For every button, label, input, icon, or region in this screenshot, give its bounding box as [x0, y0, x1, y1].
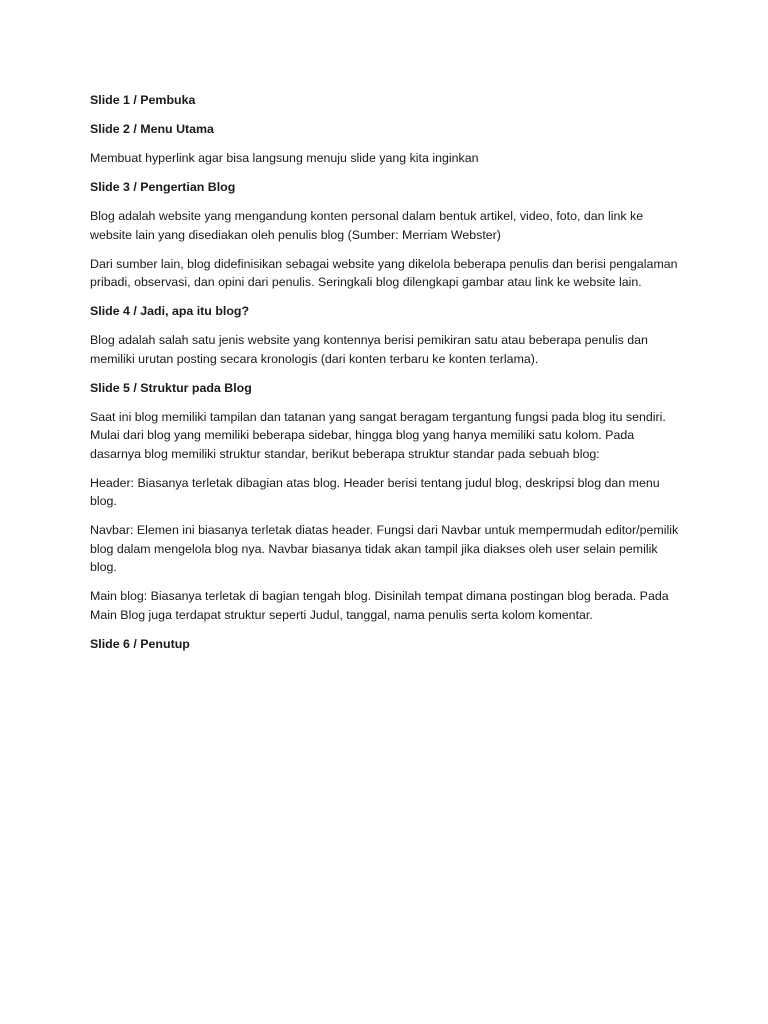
slide-5-paragraph-intro: Saat ini blog memiliki tampilan dan tatanan yang sangat beragam tergantung fungsi pada blog itu sendiri. Mulai dari blog yang memiliki beberapa sidebar, hingga blog yang hanya memiliki satu kolom. Pada dasarnya blog memiliki struktur standar, berikut beberapa struktur standar pada sebuah blog:: [90, 409, 666, 461]
slide-1-heading: Slide 1 / Pembuka: [90, 93, 196, 107]
document-body: [90, 91, 680, 664]
slide-6-heading: Slide 6 / Penutup: [90, 636, 190, 651]
slide-4-paragraph: Blog adalah salah satu jenis website yang kontennya berisi pemikiran satu atau beberapa penulis dan memiliki urutan posting secara kronologis (dari konten terbaru ke konten terlama).: [90, 333, 648, 366]
slide-3-paragraph-2: Dari sumber lain, blog didefinisikan sebagai website yang dikelola beberapa penulis dan berisi pengalaman pribadi, observasi, dan opini dari penulis. Seringkali blog dilengkapi gambar atau link ke website lain.: [90, 256, 678, 289]
slide-2-paragraph: Membuat hyperlink agar bisa langsung menuju slide yang kita inginkan: [90, 151, 479, 165]
slide-2-heading: Slide 2 / Menu Utama: [90, 122, 214, 136]
slide-5-paragraph-navbar: Navbar: Elemen ini biasanya terletak diatas header. Fungsi dari Navbar untuk mempermudah editor/pemilik blog dalam mengelola blog nya. Navbar biasanya tidak akan tampil jika diakses oleh user selain pemilik blog.: [90, 523, 679, 574]
slide-5-paragraph-header: Header: Biasanya terletak dibagian atas blog. Header berisi tentang judul blog, deskripsi blog dan menu blog.: [90, 475, 660, 508]
slide-4-heading: Slide 4 / Jadi, apa itu blog?: [90, 304, 250, 318]
slide-5-heading: Slide 5 / Struktur pada Blog: [90, 380, 252, 395]
slide-5-paragraph-main-blog: Main blog: Biasanya terletak di bagian tengah blog. Disinilah tempat dimana postingan blog berada. Pada Main Blog juga terdapat struktur seperti Judul, tanggal, nama penulis serta kolom komentar.: [90, 589, 669, 622]
slide-3-heading: Slide 3 / Pengertian Blog: [90, 180, 236, 194]
slide-3-paragraph-1: Blog adalah website yang mengandung konten personal dalam bentuk artikel, video, foto, dan link ke website lain yang disediakan oleh penulis blog (Sumber: Merriam Webster): [90, 209, 644, 242]
